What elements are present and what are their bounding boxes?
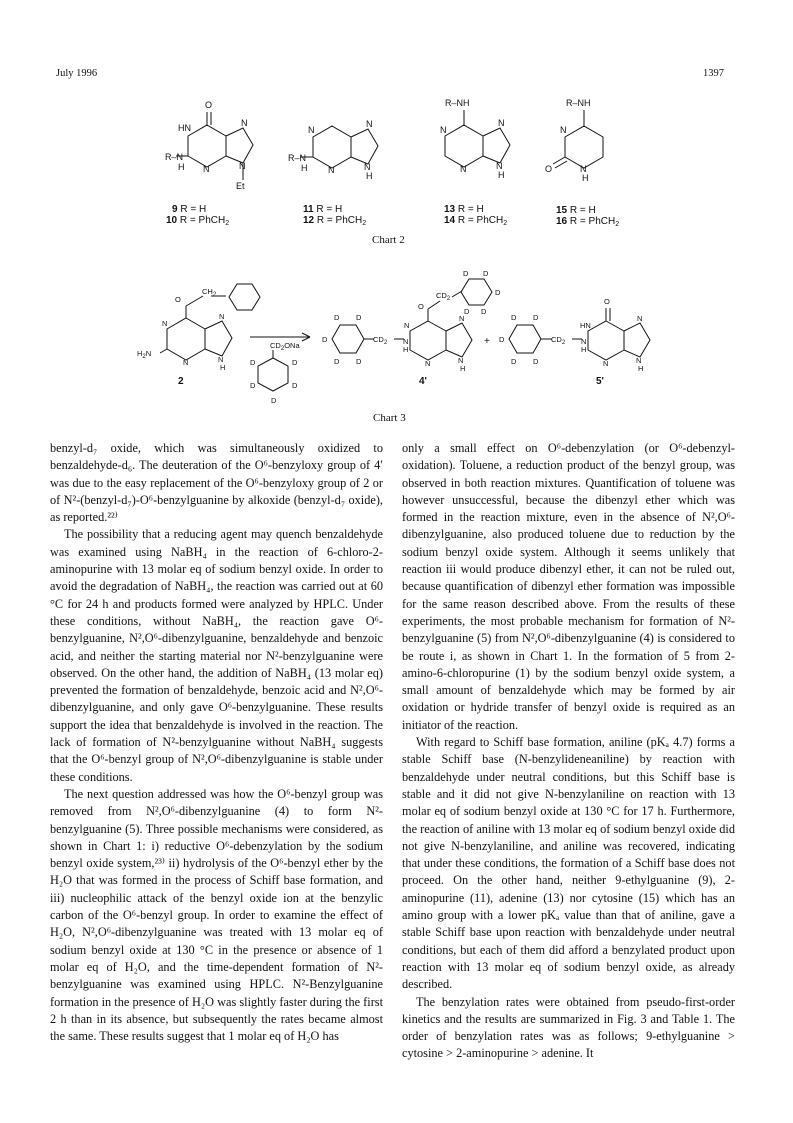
- atom-label: N: [459, 314, 465, 323]
- atom-label: N: [581, 337, 587, 346]
- atom-label: D: [334, 313, 340, 322]
- atom-label: N: [219, 312, 225, 321]
- atom-label: N: [239, 161, 246, 171]
- atom-label: R–N: [165, 152, 184, 162]
- atom-label: HN: [178, 123, 191, 133]
- atom-label: O: [604, 297, 610, 306]
- atom-label: $CD_2$: [436, 291, 451, 302]
- atom-label: N: [440, 125, 447, 135]
- chart-3-caption: Chart 3: [373, 412, 406, 424]
- atom-label: D: [334, 357, 340, 366]
- atom-label: H: [178, 162, 185, 172]
- paragraph: The next question addressed was how the O⁶-benzyl group was removed from N²,O⁶-dibenzylguanine (4) to form N²-benzylguanine (5). Three possible mechanisms were considered, as shown in Chart 1: i) reductive O⁶-debenzylation by the sodium benzyl oxide system,²³⁾ ii) hydrolysis of the O⁶-benzyl ether by the H₂O that was formed in the process of Schiff base formation, and iii) nucleophilic attack of the benzyl oxide ion at the benzylic carbon of the O⁶-benzyl group. In order to examine the effect of H₂O, N²,O⁶-dibenzylguanine was treated with 13 molar eq of sodium benzyl oxide at 130 °C in the presence or absence of 1 molar eq of H₂O, and the time-dependent formation of N²-benzylguanine was examined using HPLC. N²-Benzylguanine formation in the presence of H₂O was slightly faster during the first 2 h than in its absence, but subsequently the rates became almost the same. These results suggest that 1 molar eq of H₂O has: [50, 786, 383, 1044]
- atom-label: D: [481, 307, 487, 316]
- paragraph: The benzylation rates were obtained from pseudo-first-order kinetics and the results are summarized in Fig. 3 and Table 1. The order of benzylation rates was as follows; 9-ethylguanine > cytosine > 2-aminopurine > adenine. It: [402, 994, 735, 1061]
- atom-label: N: [203, 164, 210, 174]
- atom-label: D: [292, 381, 298, 390]
- atom-label: H: [460, 364, 466, 373]
- compound-label: 11 R = H: [303, 204, 343, 215]
- atom-label: HN: [580, 321, 591, 330]
- atom-label: D: [533, 357, 539, 366]
- atom-label: D: [495, 288, 501, 297]
- atom-label: D: [499, 335, 505, 344]
- compound-label: 16 R = PhCH$_2$: [556, 216, 620, 228]
- atom-label: H: [581, 345, 587, 354]
- left-text-column: [50, 440, 383, 1045]
- atom-label: H: [220, 363, 226, 372]
- atom-label: R–NH: [566, 98, 591, 108]
- plus-sign: +: [484, 336, 490, 347]
- compound-number: 5': [596, 376, 604, 387]
- compound-label: 9 R = H: [172, 204, 207, 215]
- atom-label: N: [636, 356, 642, 365]
- atom-label: N: [328, 165, 335, 175]
- atom-label: N: [425, 359, 431, 368]
- atom-label: O: [545, 164, 553, 174]
- atom-label: D: [250, 381, 256, 390]
- compound-label: 10 R = PhCH$_2$: [166, 215, 230, 227]
- header-page-number: 1397: [703, 68, 724, 79]
- compound-label: 15 R = H: [556, 205, 596, 216]
- atom-label: N: [603, 359, 609, 368]
- atom-label: R–N: [288, 153, 307, 163]
- atom-label: N: [364, 162, 371, 172]
- atom-label: D: [356, 357, 362, 366]
- chart-2-caption: Chart 2: [372, 234, 405, 246]
- atom-label: N: [404, 321, 410, 330]
- compound-label: 13 R = H: [444, 204, 484, 215]
- atom-label: H: [403, 345, 409, 354]
- compound-number: 4': [419, 376, 427, 387]
- atom-label: O: [205, 100, 213, 110]
- atom-label: N: [560, 125, 567, 135]
- compound-number: 2: [178, 376, 184, 387]
- atom-label: H: [301, 163, 308, 173]
- atom-label: D: [271, 396, 277, 405]
- atom-label: $H_2N$: [137, 349, 152, 360]
- atom-label: H: [638, 364, 644, 373]
- atom-label: D: [511, 313, 517, 322]
- atom-label: D: [463, 269, 469, 278]
- atom-label: N: [460, 164, 467, 174]
- atom-label: H: [366, 171, 373, 181]
- atom-label: $CH_2$: [202, 287, 217, 298]
- atom-label: N: [241, 118, 248, 128]
- atom-label: H: [498, 170, 505, 180]
- atom-label: D: [322, 335, 328, 344]
- atom-label: $CD_2$: [373, 335, 388, 346]
- atom-label: H: [582, 173, 589, 183]
- atom-label: O: [175, 295, 181, 304]
- atom-label: N: [580, 164, 587, 174]
- atom-label: O: [418, 302, 424, 311]
- atom-label: N: [403, 337, 409, 346]
- atom-label: N: [308, 125, 315, 135]
- atom-label: D: [511, 357, 517, 366]
- paragraph: With regard to Schiff base formation, aniline (pKₐ 4.7) forms a stable Schiff base (N-benzylideneaniline) by reaction with benzaldehyde under neutral conditions, but this Schiff base is stable and it did not give N-benzylaniline on reaction with 13 molar eq of sodium benzyl oxide at 130 °C for 17 h. Furthermore, the reaction of aniline with 13 molar eq of sodium benzyl oxide did not give N-benzylaniline, and aniline was recovered, indicating that under these conditions, the formation of a Schiff base does not proceed. On the other hand, neither 9-ethylguanine (9), 2-aminopurine (11), adenine (13) nor cytosine (15) which has an amino group with a lower pKₐ value than that of aniline, gave a stable Schiff base upon reaction with benzaldehyde under neutral conditions, but each of them did afford a benzylated product upon reaction with 13 molar eq of sodium benzyl oxide, as already described.: [402, 735, 735, 992]
- atom-label: $CD_2$: [551, 335, 566, 346]
- paragraph: benzyl-d₇ oxide, which was simultaneously oxidized to benzaldehyde-d₆. The deuteration of the O⁶-benzyloxy group of 4′ was due to the easy replacement of the O⁶-benzyloxy group of 2 or of N²-(benzyl-d₇)-O⁶-benzylguanine by alkoxide (benzyl-d₇ oxide), as reported.²²⁾: [50, 441, 383, 525]
- atom-label: Et: [236, 181, 245, 191]
- paragraph: The possibility that a reducing agent may quench benzaldehyde was examined using NaBH₄ in the reaction of 6-chloro-2-aminopurine with 13 molar eq of sodium benzyl oxide. In order to avoid the degradation of NaBH₄, the reaction was carried out at 60 °C for 24 h and products formed were analyzed by HPLC. Under these conditions, without NaBH₄, the reaction gave O⁶-benzylguanine, N²,O⁶-dibenzylguanine, benzaldehyde and benzoic acid, and neither the starting material nor N²-benzylguanine were observed. On the other hand, the addition of NaBH₄ (13 molar eq) prevented the formation of benzaldehyde, benzoic acid and N²,O⁶-dibenzylguanine, and only gave O⁶-benzylguanine. These results support the idea that benzaldehyde is involved in the reaction. The lack of formation of N²-benzylguanine without NaBH₄ suggests that the O⁶-benzyl group of N²,O⁶-dibenzylguanine is stable under these conditions.: [50, 527, 383, 784]
- header-date: July 1996: [56, 68, 98, 79]
- compound-label: 12 R = PhCH$_2$: [303, 215, 367, 227]
- paragraph: only a small effect on O⁶-debenzylation (or O⁶-debenzyl-oxidation). Toluene, a reduction product of the benzyl group, was observed in both reaction mixtures. Quantification of toluene was however unsuccessful, because the dibenzyl ether which was formed in the reaction mixture, even in the absence of N²,O⁶-dibenzylguanine, also produced toluene due to reduction by the sodium benzyl oxide system. Although it seems unlikely that reaction iii would produce dibenzyl ether, it can not be ruled out, because quantification of dibenzyl ether formation was impossible for the same reason described above. From the results of these experiments, the most probable mechanism for formation of N²-benzylguanine (5) from N²,O⁶-dibenzylguanine (4) is considered to be route i, as shown in Chart 1. In the formation of 5 from 2-amino-6-chloropurine (1) by the sodium benzyl oxide system, a small amount of benzaldehyde which may be formed by air oxidation or hydride transfer of benzyl oxide is required as an initiator of the reaction.: [402, 441, 735, 732]
- atom-label: D: [464, 307, 470, 316]
- atom-label: N: [496, 161, 503, 171]
- atom-label: N: [637, 314, 643, 323]
- atom-label: N: [498, 118, 505, 128]
- atom-label: N: [218, 355, 224, 364]
- right-text-column: [402, 440, 735, 1063]
- atom-label: D: [533, 313, 539, 322]
- compound-label: 14 R = PhCH$_2$: [444, 215, 508, 227]
- atom-label: R–NH: [445, 98, 470, 108]
- atom-label: N: [162, 319, 168, 328]
- atom-label: N: [458, 356, 464, 365]
- atom-label: D: [292, 358, 298, 367]
- atom-label: D: [250, 358, 256, 367]
- reagent-label: $CD_2ONa$: [270, 341, 300, 352]
- atom-label: N: [183, 358, 189, 367]
- atom-label: N: [366, 119, 373, 129]
- atom-label: D: [483, 269, 489, 278]
- atom-label: D: [356, 313, 362, 322]
